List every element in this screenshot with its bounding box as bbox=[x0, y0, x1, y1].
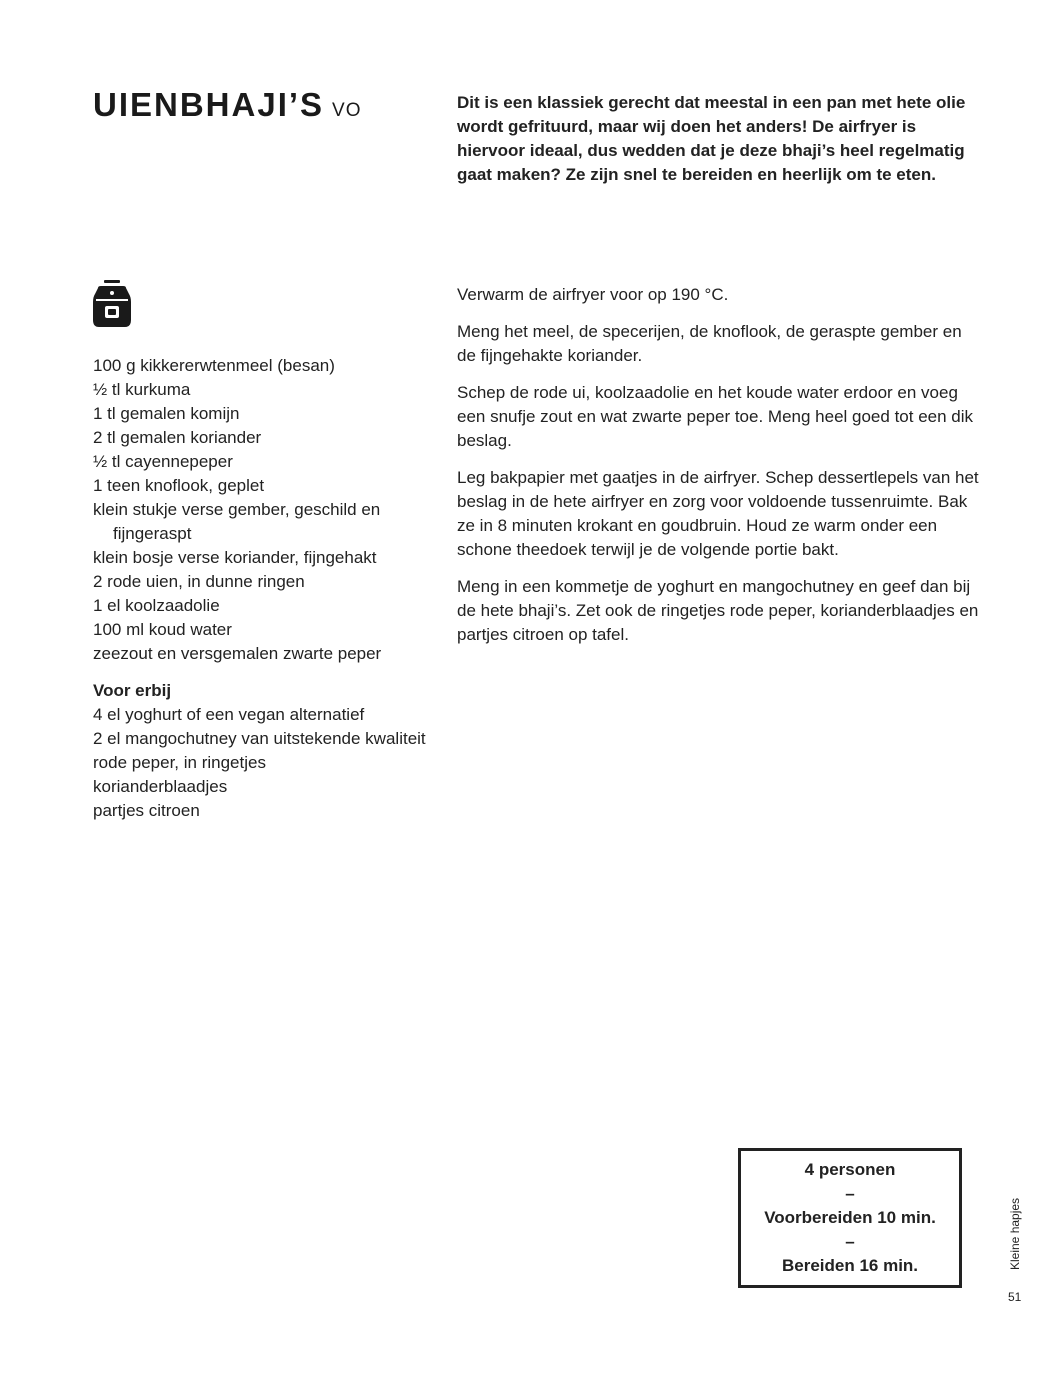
method-step: Meng het meel, de specerijen, de knoflook, de geraspte gember en de fijngehakte koriander. bbox=[457, 322, 962, 365]
ingredient-item: klein stukje verse gember, geschild en fijngeraspt bbox=[93, 500, 381, 543]
serving-item: rode peper, in ringetjes bbox=[93, 753, 266, 772]
ingredient-item: klein bosje verse koriander, fijngehakt bbox=[93, 548, 377, 567]
ingredient-item: 100 g kikkererwtenmeel (besan) bbox=[93, 356, 335, 375]
serving-item: 4 el yoghurt of een vegan alternatief bbox=[93, 705, 365, 724]
recipe-info-box bbox=[738, 1148, 962, 1288]
prep-time-text: Voorbereiden 10 min. bbox=[764, 1208, 936, 1227]
cook-time-text: Bereiden 16 min. bbox=[781, 1256, 919, 1275]
method-step: Schep de rode ui, koolzaadolie en het koude water erdoor en voeg een snufje zout en wat zwarte peper toe. Meng heel goed tot een dik beslag. bbox=[457, 383, 974, 450]
section-label: Kleine hapjes bbox=[1008, 1197, 1022, 1270]
ingredient-list bbox=[93, 354, 438, 666]
servings-text: 4 personen bbox=[804, 1160, 896, 1179]
serving-item: partjes citroen bbox=[93, 801, 200, 820]
ingredient-item: ½ tl kurkuma bbox=[93, 380, 191, 399]
ingredient-item: 2 rode uien, in dunne ringen bbox=[93, 572, 305, 591]
serving-item: 2 el mangochutney van uitstekende kwaliteit bbox=[93, 729, 426, 748]
ingredient-item: 100 ml koud water bbox=[93, 620, 232, 639]
recipe-title-text: UIENBHAJI’S bbox=[93, 86, 325, 123]
ingredient-item: 1 el koolzaadolie bbox=[93, 596, 220, 615]
ingredient-item: 1 teen knoflook, geplet bbox=[93, 476, 265, 495]
serving-list bbox=[93, 703, 438, 823]
ingredient-item: zeezout en versgemalen zwarte peper bbox=[93, 644, 382, 663]
method-step: Verwarm de airfryer voor op 190 °C. bbox=[457, 285, 729, 304]
recipe-title bbox=[93, 86, 362, 124]
info-separator: – bbox=[845, 1184, 855, 1203]
method-step: Meng in een kommetje de yoghurt en mangochutney en geef dan bij de hete bhaji’s. Zet ook de ringetjes rode peper, korianderblaadjes en partjes citroen op tafel. bbox=[457, 577, 979, 644]
ingredient-item: 1 tl gemalen komijn bbox=[93, 404, 240, 423]
recipe-intro: Dit is een klassiek gerecht dat meestal in een pan met hete olie wordt gefrituurd, maar wij doen het anders! De airfryer is hiervoor ideaal, dus wedden dat je deze bhaji’s heel regelmatig gaat maken? Ze zijn snel te bereiden en heerlijk om te eten. bbox=[457, 93, 966, 184]
airfryer-icon bbox=[92, 280, 132, 328]
page-number: 51 bbox=[1008, 1290, 1022, 1304]
info-separator: – bbox=[845, 1232, 855, 1251]
serving-item: korianderblaadjes bbox=[93, 777, 228, 796]
method-steps bbox=[457, 283, 982, 660]
recipe-diet-tag: VO bbox=[332, 100, 362, 121]
ingredient-item: 2 tl gemalen koriander bbox=[93, 428, 262, 447]
method-step: Leg bakpapier met gaatjes in de airfryer. Schep dessertlepels van het beslag in de hete airfryer en zorg voor voldoende tussenruimte. Bak ze in 8 minuten krokant en goudbruin. Houd ze warm onder een schone theedoek terwijl je de volgende portie bakt. bbox=[457, 468, 979, 559]
serving-heading: Voor erbij bbox=[93, 681, 172, 700]
ingredient-item: ½ tl cayennepeper bbox=[93, 452, 233, 471]
